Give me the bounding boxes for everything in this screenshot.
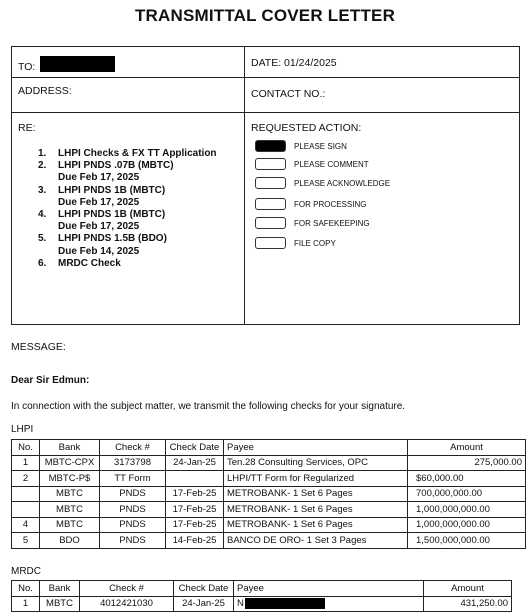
cell-amount: $60,000.00	[408, 471, 526, 487]
requested-action-label: REQUESTED ACTION:	[251, 122, 362, 134]
cell-payee: METROBANK- 1 Set 6 Pages	[224, 486, 408, 502]
cell-date: 17-Feb-25	[166, 517, 224, 533]
col-header: Check #	[80, 581, 174, 597]
re-item: 2. LHPI PNDS .07B (MBTC)	[38, 160, 174, 172]
re-item-due: Due Feb 17, 2025	[58, 196, 140, 208]
action-label: PLEASE SIGN	[294, 141, 347, 151]
col-header: Check #	[100, 440, 166, 456]
table-row	[12, 455, 526, 471]
cell-payee: BANCO DE ORO- 1 Set 3 Pages	[224, 533, 408, 549]
action-please-comment[interactable]	[255, 158, 369, 170]
table-row	[12, 596, 512, 612]
lhpi-table	[11, 439, 526, 549]
cell-no	[12, 502, 40, 518]
action-label: FOR PROCESSING	[294, 199, 367, 209]
col-header: Bank	[40, 440, 100, 456]
action-label: PLEASE ACKNOWLEDGE	[294, 178, 391, 188]
form-divider-2	[11, 112, 520, 113]
col-header: No.	[12, 440, 40, 456]
action-for-safekeeping[interactable]	[255, 217, 370, 229]
address-label: ADDRESS:	[18, 85, 72, 97]
to-field	[18, 61, 115, 73]
col-header: Payee	[234, 581, 424, 597]
please-acknowledge-checkbox[interactable]	[255, 177, 286, 189]
col-header: No.	[12, 581, 40, 597]
for-safekeeping-checkbox[interactable]	[255, 217, 286, 229]
cell-payee: LHPI/TT Form for Regularized	[224, 471, 408, 487]
cell-check: PNDS	[100, 502, 166, 518]
table-row	[12, 502, 526, 518]
cell-no: 2	[12, 471, 40, 487]
cell-check: PNDS	[100, 486, 166, 502]
message-body: In connection with the subject matter, we transmit the following checks for your signature.	[11, 401, 406, 412]
date-field: DATE: 01/24/2025	[251, 57, 337, 69]
cell-no: 1	[12, 596, 40, 612]
action-please-sign[interactable]	[255, 140, 347, 152]
mrdc-table	[11, 580, 512, 612]
col-header: Payee	[224, 440, 408, 456]
cell-bank: MBTC	[40, 517, 100, 533]
cell-check: TT Form	[100, 471, 166, 487]
cell-amount: 431,250.00	[424, 596, 512, 612]
cell-bank: MBTC-P$	[40, 471, 100, 487]
cell-date	[166, 471, 224, 487]
re-item: 4. LHPI PNDS 1B (MBTC)	[38, 209, 166, 221]
action-label: FOR SAFEKEEPING	[294, 218, 370, 228]
cell-amount: 275,000.00	[408, 455, 526, 471]
col-header: Amount	[408, 440, 526, 456]
cell-date: 24-Jan-25	[174, 596, 234, 612]
table-row	[12, 486, 526, 502]
table-header-row	[12, 440, 526, 456]
lhpi-section-label: LHPI	[11, 424, 34, 435]
cell-date: 17-Feb-25	[166, 502, 224, 518]
cell-check: 4012421030	[80, 596, 174, 612]
cell-date: 14-Feb-25	[166, 533, 224, 549]
table-header-row	[12, 581, 512, 597]
form-divider-1	[11, 77, 520, 78]
cell-payee: METROBANK- 1 Set 6 Pages	[224, 502, 408, 518]
re-list	[38, 148, 217, 270]
cell-amount: 1,000,000,000.00	[408, 502, 526, 518]
payee-initial: N	[237, 598, 244, 610]
cell-amount: 1,500,000,000.00	[408, 533, 526, 549]
cell-no: 5	[12, 533, 40, 549]
cell-bank: MBTC-CPX	[40, 455, 100, 471]
cell-payee: Ten.28 Consulting Services, OPC	[224, 455, 408, 471]
file-copy-checkbox[interactable]	[255, 237, 286, 249]
col-header: Check Date	[166, 440, 224, 456]
cell-payee	[234, 596, 424, 612]
cell-no: 4	[12, 517, 40, 533]
action-for-processing[interactable]	[255, 198, 366, 210]
re-label: RE:	[18, 122, 36, 134]
cell-date: 24-Jan-25	[166, 455, 224, 471]
action-label: FILE COPY	[294, 238, 336, 248]
please-comment-checkbox[interactable]	[255, 158, 286, 170]
please-sign-checkbox[interactable]	[255, 140, 286, 152]
cell-check: PNDS	[100, 533, 166, 549]
table-row	[12, 471, 526, 487]
table-row	[12, 517, 526, 533]
re-item-due: Due Feb 17, 2025	[58, 221, 140, 233]
payee-redaction	[245, 598, 325, 609]
col-header: Check Date	[174, 581, 234, 597]
cell-no: 1	[12, 455, 40, 471]
mrdc-section-label: MRDC	[11, 566, 41, 577]
re-item-due: Due Feb 14, 2025	[58, 245, 140, 257]
re-item: 1. LHPI Checks & FX TT Application	[38, 148, 217, 159]
cell-no	[12, 486, 40, 502]
table-row	[12, 533, 526, 549]
cell-payee: METROBANK- 1 Set 6 Pages	[224, 517, 408, 533]
salutation: Dear Sir Edmun:	[11, 375, 90, 386]
cell-date: 17-Feb-25	[166, 486, 224, 502]
col-header: Amount	[424, 581, 512, 597]
form-vertical-divider	[244, 46, 245, 325]
to-redaction	[40, 56, 115, 72]
col-header: Bank	[40, 581, 80, 597]
re-item: 3. LHPI PNDS 1B (MBTC)	[38, 184, 166, 196]
action-file-copy[interactable]	[255, 237, 336, 249]
cell-amount: 700,000,000.00	[408, 486, 526, 502]
cell-check: PNDS	[100, 517, 166, 533]
cell-amount: 1,000,000,000.00	[408, 517, 526, 533]
cell-bank: BDO	[40, 533, 100, 549]
re-item-due: Due Feb 17, 2025	[58, 172, 140, 184]
cell-bank: MBTC	[40, 596, 80, 612]
to-label: TO:	[18, 61, 36, 73]
message-label: MESSAGE:	[11, 341, 66, 353]
document-title: TRANSMITTAL COVER LETTER	[134, 6, 396, 25]
action-please-acknowledge[interactable]	[255, 177, 390, 189]
contact-label: CONTACT NO.:	[251, 88, 326, 100]
re-item: 5. LHPI PNDS 1.5B (BDO)	[38, 233, 167, 245]
cell-bank: MBTC	[40, 502, 100, 518]
cell-check: 3173798	[100, 455, 166, 471]
cell-bank: MBTC	[40, 486, 100, 502]
re-item: 6. MRDC Check	[38, 257, 121, 269]
for-processing-checkbox[interactable]	[255, 198, 286, 210]
action-label: PLEASE COMMENT	[294, 159, 369, 169]
